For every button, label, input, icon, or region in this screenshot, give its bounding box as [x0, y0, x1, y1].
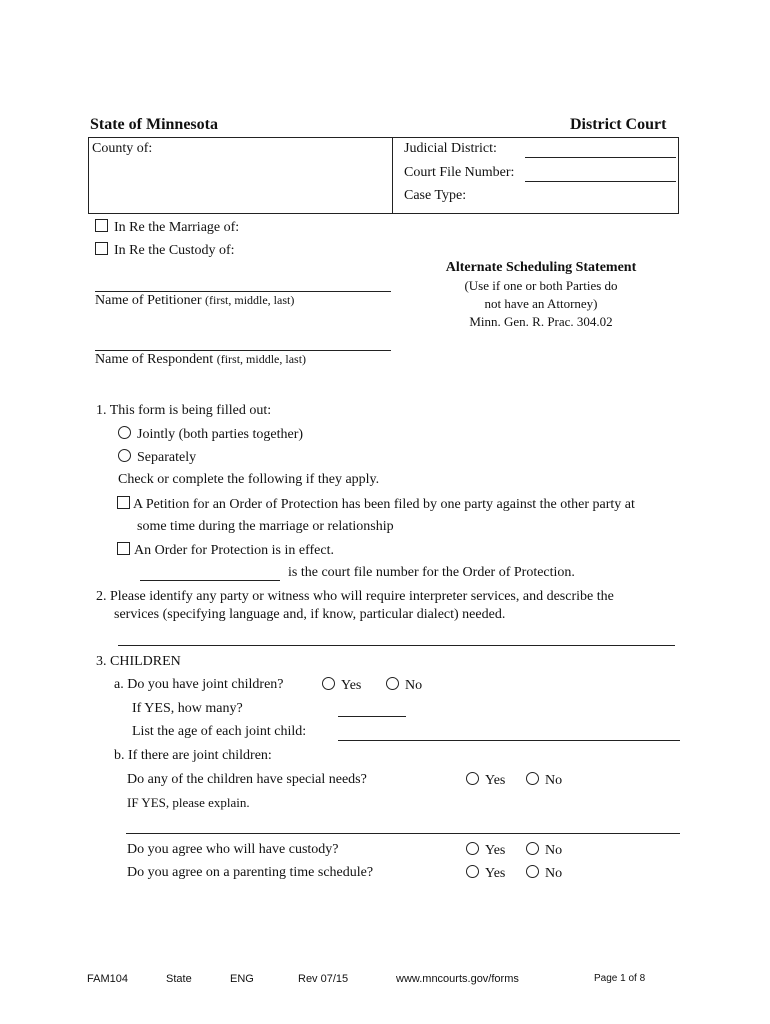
order-effect-checkbox[interactable]: [117, 542, 130, 555]
protection-file-number-text: is the court file number for the Order of Protection.: [288, 565, 575, 580]
footer-state: State: [166, 973, 192, 985]
q3a-yes-label: Yes: [341, 678, 362, 693]
q1-separately-option[interactable]: [118, 449, 196, 466]
explain-label: IF YES, please explain.: [127, 795, 250, 810]
respondent-hint: (first, middle, last): [216, 352, 307, 366]
footer-page: Page 1 of 8: [594, 973, 646, 984]
court-file-number-label: Court File Number:: [404, 165, 515, 180]
petitioner-hint: (first, middle, last): [205, 293, 295, 307]
footer-rev: Rev 07/15: [298, 973, 349, 985]
judicial-district-label: Judicial District:: [404, 141, 497, 156]
custody-yes-label: Yes: [485, 843, 506, 858]
custody-label: In Re the Custody of:: [114, 243, 235, 258]
q3a-no-radio[interactable]: [386, 677, 399, 690]
q1-prompt: 1. This form is being filled out:: [96, 403, 272, 418]
parenting-yes-radio[interactable]: [466, 865, 479, 878]
parenting-yes-option[interactable]: [466, 865, 505, 882]
protection-file-number-field[interactable]: [140, 580, 280, 581]
petition-label-line2: some time during the marriage or relationship: [137, 519, 394, 534]
petitioner-label: Name of Petitioner: [95, 293, 202, 308]
ages-label: List the age of each joint child:: [132, 724, 307, 739]
parenting-question-label: Do you agree on a parenting time schedule?: [127, 865, 374, 880]
q2-line1: 2. Please identify any party or witness who will require interpreter services, and describe the: [96, 589, 614, 604]
custody-no-radio[interactable]: [526, 842, 539, 855]
special-needs-yes-radio[interactable]: [466, 772, 479, 785]
q3a-yes-option[interactable]: [322, 677, 361, 694]
jointly-radio[interactable]: [118, 426, 131, 439]
how-many-label: If YES, how many?: [132, 701, 243, 716]
form-subtitle-line3: not have an Attorney): [484, 296, 598, 311]
respondent-name-field[interactable]: [95, 350, 391, 351]
parenting-no-radio[interactable]: [526, 865, 539, 878]
custody-option[interactable]: [95, 242, 235, 259]
petitioner-label-row: [95, 293, 294, 309]
q3b-prompt: b. If there are joint children:: [114, 748, 272, 763]
marriage-label: In Re the Marriage of:: [114, 220, 240, 235]
petitioner-name-field[interactable]: [95, 291, 391, 292]
marriage-option[interactable]: [95, 219, 239, 236]
form-title: Alternate Scheduling Statement: [445, 260, 637, 275]
ages-field[interactable]: [338, 740, 680, 741]
separately-radio[interactable]: [118, 449, 131, 462]
q3a-no-option[interactable]: [386, 677, 422, 694]
how-many-field[interactable]: [338, 716, 406, 717]
footer-url[interactable]: www.mncourts.gov/forms: [396, 973, 519, 985]
county-label: County of:: [92, 141, 153, 156]
case-header-box: [88, 137, 679, 214]
jointly-label: Jointly (both parties together): [137, 427, 304, 442]
respondent-label: Name of Respondent: [95, 352, 214, 367]
footer-lang: ENG: [230, 973, 254, 985]
custody-checkbox[interactable]: [95, 242, 108, 255]
parenting-no-option[interactable]: [526, 865, 562, 882]
q1-jointly-option[interactable]: [118, 426, 303, 443]
custody-no-option[interactable]: [526, 842, 562, 859]
q3a-yes-radio[interactable]: [322, 677, 335, 690]
court-title: District Court: [570, 116, 667, 133]
petition-option[interactable]: [117, 496, 635, 513]
special-needs-no-option[interactable]: [526, 772, 562, 789]
special-needs-label: Do any of the children have special needs?: [127, 772, 367, 787]
special-needs-no-label: No: [545, 773, 563, 788]
separately-label: Separately: [137, 450, 197, 465]
interpreter-services-field[interactable]: [118, 645, 675, 646]
state-title: State of Minnesota: [90, 116, 218, 133]
respondent-label-row: [95, 352, 306, 368]
parenting-yes-label: Yes: [485, 866, 506, 881]
order-effect-label: An Order for Protection is in effect.: [134, 543, 334, 558]
custody-yes-option[interactable]: [466, 842, 505, 859]
q3a-prompt: a. Do you have joint children?: [114, 677, 284, 692]
petition-label-line1: A Petition for an Order of Protection has been filed by one party against the other party at: [133, 497, 635, 512]
footer-form-id: FAM104: [87, 973, 128, 985]
q3-heading: 3. CHILDREN: [96, 654, 181, 669]
special-needs-explain-field[interactable]: [126, 833, 680, 834]
q1-instruction: Check or complete the following if they apply.: [118, 472, 380, 487]
judicial-district-field[interactable]: [525, 157, 676, 158]
custody-yes-radio[interactable]: [466, 842, 479, 855]
custody-question-label: Do you agree who will have custody?: [127, 842, 339, 857]
case-type-label: Case Type:: [404, 188, 467, 203]
order-effect-option[interactable]: [117, 542, 334, 559]
special-needs-yes-option[interactable]: [466, 772, 505, 789]
form-rule: Minn. Gen. R. Prac. 304.02: [469, 314, 613, 329]
marriage-checkbox[interactable]: [95, 219, 108, 232]
custody-no-label: No: [545, 843, 563, 858]
form-subtitle-line2: (Use if one or both Parties do: [464, 278, 618, 293]
special-needs-yes-label: Yes: [485, 773, 506, 788]
q3a-no-label: No: [405, 678, 423, 693]
parenting-no-label: No: [545, 866, 563, 881]
petition-checkbox[interactable]: [117, 496, 130, 509]
special-needs-no-radio[interactable]: [526, 772, 539, 785]
q2-line2: services (specifying language and, if know, particular dialect) needed.: [114, 607, 506, 622]
header-divider: [392, 138, 393, 214]
court-file-number-field[interactable]: [525, 181, 676, 182]
